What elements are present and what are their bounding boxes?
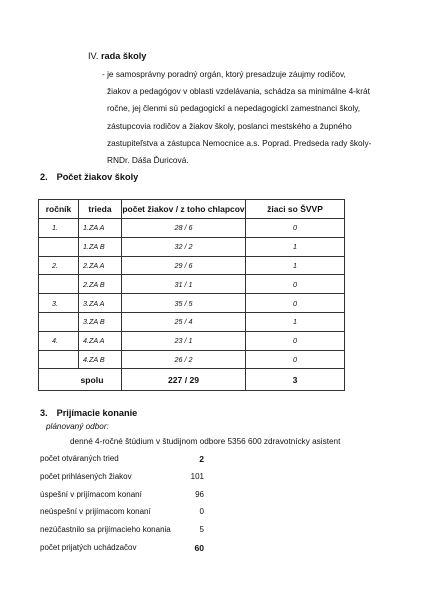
admission-label: počet prihlásených žiakov bbox=[40, 471, 132, 481]
cell-trieda: 4.ZA B bbox=[79, 350, 122, 369]
admission-label: počet otváraných tried bbox=[40, 454, 119, 463]
cell-trieda: 2.ZA B bbox=[79, 275, 122, 294]
table-row bbox=[39, 331, 345, 350]
cell-pocet: 26 / 2 bbox=[122, 350, 246, 369]
section-2-heading bbox=[40, 172, 138, 182]
total-label: spolu bbox=[80, 374, 104, 385]
cell-trieda: 3.ZA A bbox=[79, 294, 122, 313]
cell-trieda: 4.ZA A bbox=[79, 331, 122, 350]
admission-row bbox=[40, 504, 220, 522]
cell-rocnik: 3. bbox=[39, 294, 79, 313]
table-row bbox=[39, 237, 345, 256]
cell-trieda: 2.ZA A bbox=[79, 256, 122, 275]
section-iv-line: - je samosprávny poradný orgán, ktorý presadzuje záujmy rodičov, bbox=[102, 69, 346, 79]
cell-rocnik: 2. bbox=[39, 256, 79, 275]
cell-svvp: 0 bbox=[246, 294, 345, 313]
section-iv-line: žiakov a pedagógov v oblasti vzdelávania, schádza sa minimálne 4-krát bbox=[107, 86, 370, 97]
table-row bbox=[39, 275, 345, 294]
cell-rocnik: 1. bbox=[39, 219, 79, 238]
cell-svvp: 0 bbox=[246, 350, 345, 369]
section-3-heading bbox=[40, 408, 137, 418]
admission-value: 96 bbox=[195, 489, 204, 499]
cell-pocet: 25 / 4 bbox=[122, 312, 246, 331]
section-2-title: Počet žiakov školy bbox=[56, 172, 139, 182]
col-header-trieda: trieda bbox=[79, 200, 122, 219]
total-students: 227 / 29 bbox=[122, 369, 246, 391]
cell-pocet: 23 / 1 bbox=[122, 331, 246, 350]
cell-pocet: 31 / 1 bbox=[122, 275, 246, 294]
section-iv-heading bbox=[88, 51, 146, 61]
planned-field-label: plánovaný odbor: bbox=[46, 422, 109, 431]
cell-rocnik bbox=[39, 350, 79, 369]
section-iv-title: rada školy bbox=[100, 51, 147, 61]
cell-svvp: 1 bbox=[246, 237, 345, 256]
table-row bbox=[39, 219, 345, 238]
cell-trieda: 1.ZA B bbox=[79, 237, 122, 256]
section-iv-numeral: IV. bbox=[88, 51, 99, 61]
admission-value: 0 bbox=[199, 507, 204, 517]
cell-trieda: 3.ZA B bbox=[79, 312, 122, 331]
admission-label: neúspešní v prijímacom konaní bbox=[40, 507, 151, 517]
admission-value: 2 bbox=[199, 454, 204, 464]
admission-label: úspešní v prijímacom konaní bbox=[40, 489, 142, 499]
section-iv-line: zastupiteľstva a zástupca Nemocnice a.s. Poprad. Predseda rady školy- bbox=[107, 137, 372, 148]
cell-svvp: 1 bbox=[246, 256, 345, 275]
admission-label: počet prijatých uchádzačov bbox=[40, 542, 137, 552]
table-row bbox=[39, 350, 345, 369]
admission-row bbox=[40, 451, 220, 469]
admission-value: 5 bbox=[199, 525, 204, 535]
cell-pocet: 29 / 6 bbox=[122, 256, 246, 275]
cell-rocnik bbox=[39, 275, 79, 294]
cell-pocet: 35 / 5 bbox=[122, 294, 246, 313]
section-iv-line: ročne, jej členmi sú pedagogickí a nepedagogickí zamestnanci školy, bbox=[107, 103, 361, 114]
cell-svvp: 0 bbox=[246, 275, 345, 294]
study-program-line: denné 4-ročné štúdium v študijnom odbore 5356 600 zdravotnícky asistent bbox=[70, 437, 341, 446]
cell-trieda: 1.ZA A bbox=[79, 219, 122, 238]
col-header-svvp: žiaci so ŠVVP bbox=[246, 200, 345, 219]
col-header-pocet: počet žiakov / z toho chlapcov bbox=[122, 200, 246, 219]
section-3-title: Prijímacie konanie bbox=[56, 408, 138, 418]
table-total-row bbox=[39, 369, 345, 391]
admission-label: nezúčastnilo sa prijímacieho konania bbox=[40, 525, 171, 535]
section-iv-line: zástupcovia rodičov a žiakov školy, poslanci mestského a župného bbox=[107, 120, 352, 131]
admission-row bbox=[40, 469, 220, 487]
section-2-number: 2. bbox=[40, 172, 48, 182]
admission-row bbox=[40, 522, 220, 540]
cell-rocnik bbox=[39, 237, 79, 256]
table-row bbox=[39, 312, 345, 331]
cell-svvp: 0 bbox=[246, 331, 345, 350]
section-iv-line: RNDr. Dáša Ďuricová. bbox=[107, 155, 189, 166]
table-header-row bbox=[39, 200, 345, 219]
cell-pocet: 28 / 6 bbox=[122, 219, 246, 238]
table-row bbox=[39, 294, 345, 313]
students-table bbox=[38, 199, 345, 391]
cell-svvp: 1 bbox=[246, 312, 345, 331]
admission-value: 60 bbox=[194, 542, 204, 553]
section-iv-text bbox=[102, 66, 402, 169]
cell-pocet: 32 / 2 bbox=[122, 237, 246, 256]
admission-row bbox=[40, 487, 220, 505]
cell-rocnik bbox=[39, 312, 79, 331]
total-label-cell bbox=[39, 369, 122, 391]
table-row bbox=[39, 256, 345, 275]
section-3-number: 3. bbox=[40, 408, 48, 418]
admission-stats bbox=[40, 451, 220, 558]
total-svvp: 3 bbox=[246, 369, 345, 391]
col-header-rocnik: ročník bbox=[39, 200, 79, 219]
cell-rocnik: 4. bbox=[39, 331, 79, 350]
admission-row bbox=[40, 540, 220, 558]
admission-value: 101 bbox=[190, 471, 204, 481]
cell-svvp: 0 bbox=[246, 219, 345, 238]
